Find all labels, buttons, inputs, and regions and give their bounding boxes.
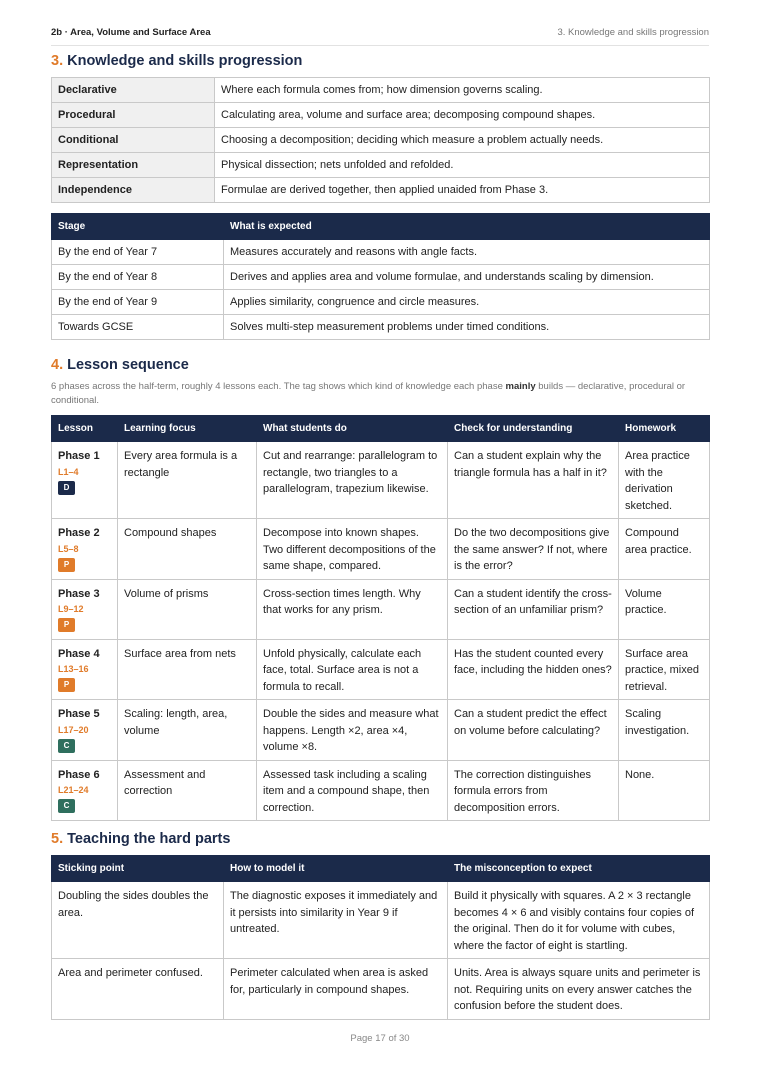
lesson-table — [51, 415, 710, 821]
lesson-range: L5–8 — [58, 543, 79, 554]
learning-focus: Compound shapes — [118, 519, 257, 580]
knowledge-tag: D — [58, 481, 75, 495]
table-row — [52, 103, 710, 128]
lesson-cell — [52, 639, 118, 700]
stage-name: By the end of Year 9 — [52, 290, 224, 315]
phase-name: Phase 3 — [58, 587, 100, 600]
table-row — [52, 959, 710, 1020]
section-number: 5. — [51, 831, 64, 847]
lesson-cell — [52, 700, 118, 761]
section-title: Teaching the hard parts — [67, 831, 231, 847]
misconception-col-header: The misconception to expect — [448, 856, 710, 882]
hard-parts-table — [51, 855, 710, 1020]
understanding-check: Can a student identify the cross-section of an unfamiliar prism? — [448, 579, 619, 639]
misconception: Units. Area is always square units and perimeter is not. Requiring units on every answer catches the confusion before the student does. — [448, 959, 710, 1020]
table-row — [52, 78, 710, 103]
homework: Surface area practice, mixed retrieval. — [619, 639, 710, 700]
homework: Area practice with the derivation sketched. — [619, 442, 710, 519]
page-number: Page 17 of 30 — [350, 1033, 410, 1044]
check-col-header: Check for understanding — [448, 416, 619, 442]
stage-name: Towards GCSE — [52, 315, 224, 340]
lesson-range: L9–12 — [58, 604, 84, 614]
do-col-header: What students do — [257, 416, 448, 442]
lesson-intro: 6 phases across the half-term, roughly 4 lessons each. The tag shows which kind of knowledge each phase mainly builds — declarative, procedural or conditional. — [51, 381, 686, 406]
table-row — [52, 760, 710, 821]
phase-name: Phase 5 — [58, 708, 100, 720]
knowledge-type: Independence — [52, 178, 215, 203]
lesson-range: L17–20 — [58, 724, 89, 735]
table-row — [52, 153, 710, 178]
section-number: 3. — [51, 53, 64, 69]
model-col-header: How to model it — [224, 856, 448, 882]
knowledge-description: Physical dissection; nets unfolded and refolded. — [215, 153, 710, 178]
point-col-header: Sticking point — [52, 856, 224, 882]
stage-table — [51, 213, 710, 340]
knowledge-description: Choosing a decomposition; deciding which measure a problem actually needs. — [215, 128, 710, 153]
stage-header: Stage — [52, 214, 224, 240]
student-activity: Unfold physically, calculate each face, total. Surface area is not a formula to recall. — [257, 639, 448, 700]
table-row — [52, 882, 710, 959]
focus-col-header: Learning focus — [118, 416, 257, 442]
knowledge-tag: C — [58, 739, 75, 753]
table-row — [52, 178, 710, 203]
learning-focus: Every area formula is a rectangle — [118, 442, 257, 519]
sticking-point: Doubling the sides doubles the area. — [52, 882, 224, 959]
knowledge-type: Declarative — [52, 78, 215, 103]
homework: Scaling investigation. — [619, 700, 710, 761]
knowledge-tag: C — [58, 799, 75, 813]
section-5-heading — [51, 831, 230, 847]
misconception: Build it physically with squares. A 2 × 3 rectangle becomes 4 × 6 and visibly contains four copies of the original. Then do it for volume with cubes, where the factor of eight is startling. — [448, 882, 710, 959]
knowledge-description: Formulae are derived together, then applied unaided from Phase 3. — [215, 178, 710, 203]
section-4-heading — [51, 357, 189, 373]
phase-name: Phase 6 — [58, 768, 100, 781]
section-title: Knowledge and skills progression — [67, 53, 303, 69]
knowledge-tag: P — [58, 678, 75, 692]
student-activity: Cut and rearrange: parallelogram to rectangle, two triangles to a parallelogram, trapezium likewise. — [257, 442, 448, 519]
lesson-range: L1–4 — [58, 466, 79, 477]
knowledge-table — [51, 77, 710, 203]
knowledge-tag: P — [58, 558, 75, 572]
lesson-cell — [52, 442, 118, 519]
knowledge-description: Where each formula comes from; how dimension governs scaling. — [215, 78, 710, 103]
stage-expectation: Solves multi-step measurement problems under timed conditions. — [224, 315, 710, 340]
learning-focus: Scaling: length, area, volume — [118, 700, 257, 761]
phase-name: Phase 1 — [58, 450, 100, 462]
stage-expectation: Measures accurately and reasons with angle facts. — [224, 240, 710, 265]
stage-expectation: Applies similarity, congruence and circle measures. — [224, 290, 710, 315]
section-title: Lesson sequence — [67, 357, 189, 373]
document-title: 2b · Area, Volume and Surface Area — [51, 27, 211, 38]
page-header — [51, 27, 709, 46]
lesson-range: L21–24 — [58, 785, 89, 795]
student-activity: Decompose into known shapes. Two different decompositions of the same shape, compared. — [257, 519, 448, 580]
section-3-heading — [51, 53, 302, 69]
table-row — [52, 519, 710, 580]
table-row — [52, 265, 710, 290]
learning-focus: Surface area from nets — [118, 639, 257, 700]
knowledge-type: Conditional — [52, 128, 215, 153]
lesson-cell — [52, 760, 118, 821]
sticking-point: Area and perimeter confused. — [52, 959, 224, 1020]
lesson-cell — [52, 519, 118, 580]
student-activity: Double the sides and measure what happens. Length ×2, area ×4, volume ×8. — [257, 700, 448, 761]
knowledge-type: Procedural — [52, 103, 215, 128]
understanding-check: Can a student explain why the triangle formula has a half in it? — [448, 442, 619, 519]
table-row — [52, 579, 710, 639]
lesson-range: L13–16 — [58, 664, 89, 674]
phase-name: Phase 4 — [58, 647, 100, 660]
table-row — [52, 240, 710, 265]
understanding-check: Has the student counted every face, including the hidden ones? — [448, 639, 619, 700]
section-number: 4. — [51, 357, 64, 373]
section-breadcrumb: 3. Knowledge and skills progression — [557, 27, 709, 38]
table-row — [52, 315, 710, 340]
modelling-approach: Perimeter calculated when area is asked for, particularly in compound shapes. — [224, 959, 448, 1020]
expected-header: What is expected — [224, 214, 710, 240]
table-row — [52, 639, 710, 700]
stage-name: By the end of Year 7 — [52, 240, 224, 265]
homework: Volume practice. — [619, 579, 710, 639]
student-activity: Assessed task including a scaling item and a compound shape, then correction. — [257, 760, 448, 821]
understanding-check: Do the two decompositions give the same answer? If not, where is the error? — [448, 519, 619, 580]
knowledge-type: Representation — [52, 153, 215, 178]
lesson-col-header: Lesson — [52, 416, 118, 442]
stage-name: By the end of Year 8 — [52, 265, 224, 290]
homework-col-header: Homework — [619, 416, 710, 442]
phase-name: Phase 2 — [58, 527, 100, 539]
knowledge-description: Calculating area, volume and surface area; decomposing compound shapes. — [215, 103, 710, 128]
learning-focus: Assessment and correction — [118, 760, 257, 821]
understanding-check: Can a student predict the effect on volume before calculating? — [448, 700, 619, 761]
table-row — [52, 290, 710, 315]
student-activity: Cross-section times length. Why that works for any prism. — [257, 579, 448, 639]
table-row — [52, 700, 710, 761]
understanding-check: The correction distinguishes formula errors from decomposition errors. — [448, 760, 619, 821]
table-row — [52, 442, 710, 519]
lesson-cell — [52, 579, 118, 639]
homework: None. — [619, 760, 710, 821]
learning-focus: Volume of prisms — [118, 579, 257, 639]
knowledge-tag: P — [58, 618, 75, 632]
modelling-approach: The diagnostic exposes it immediately and it persists into similarity in Year 9 if untreated. — [224, 882, 448, 959]
homework: Compound area practice. — [619, 519, 710, 580]
stage-expectation: Derives and applies area and volume formulae, and understands scaling by dimension. — [224, 265, 710, 290]
table-row — [52, 128, 710, 153]
